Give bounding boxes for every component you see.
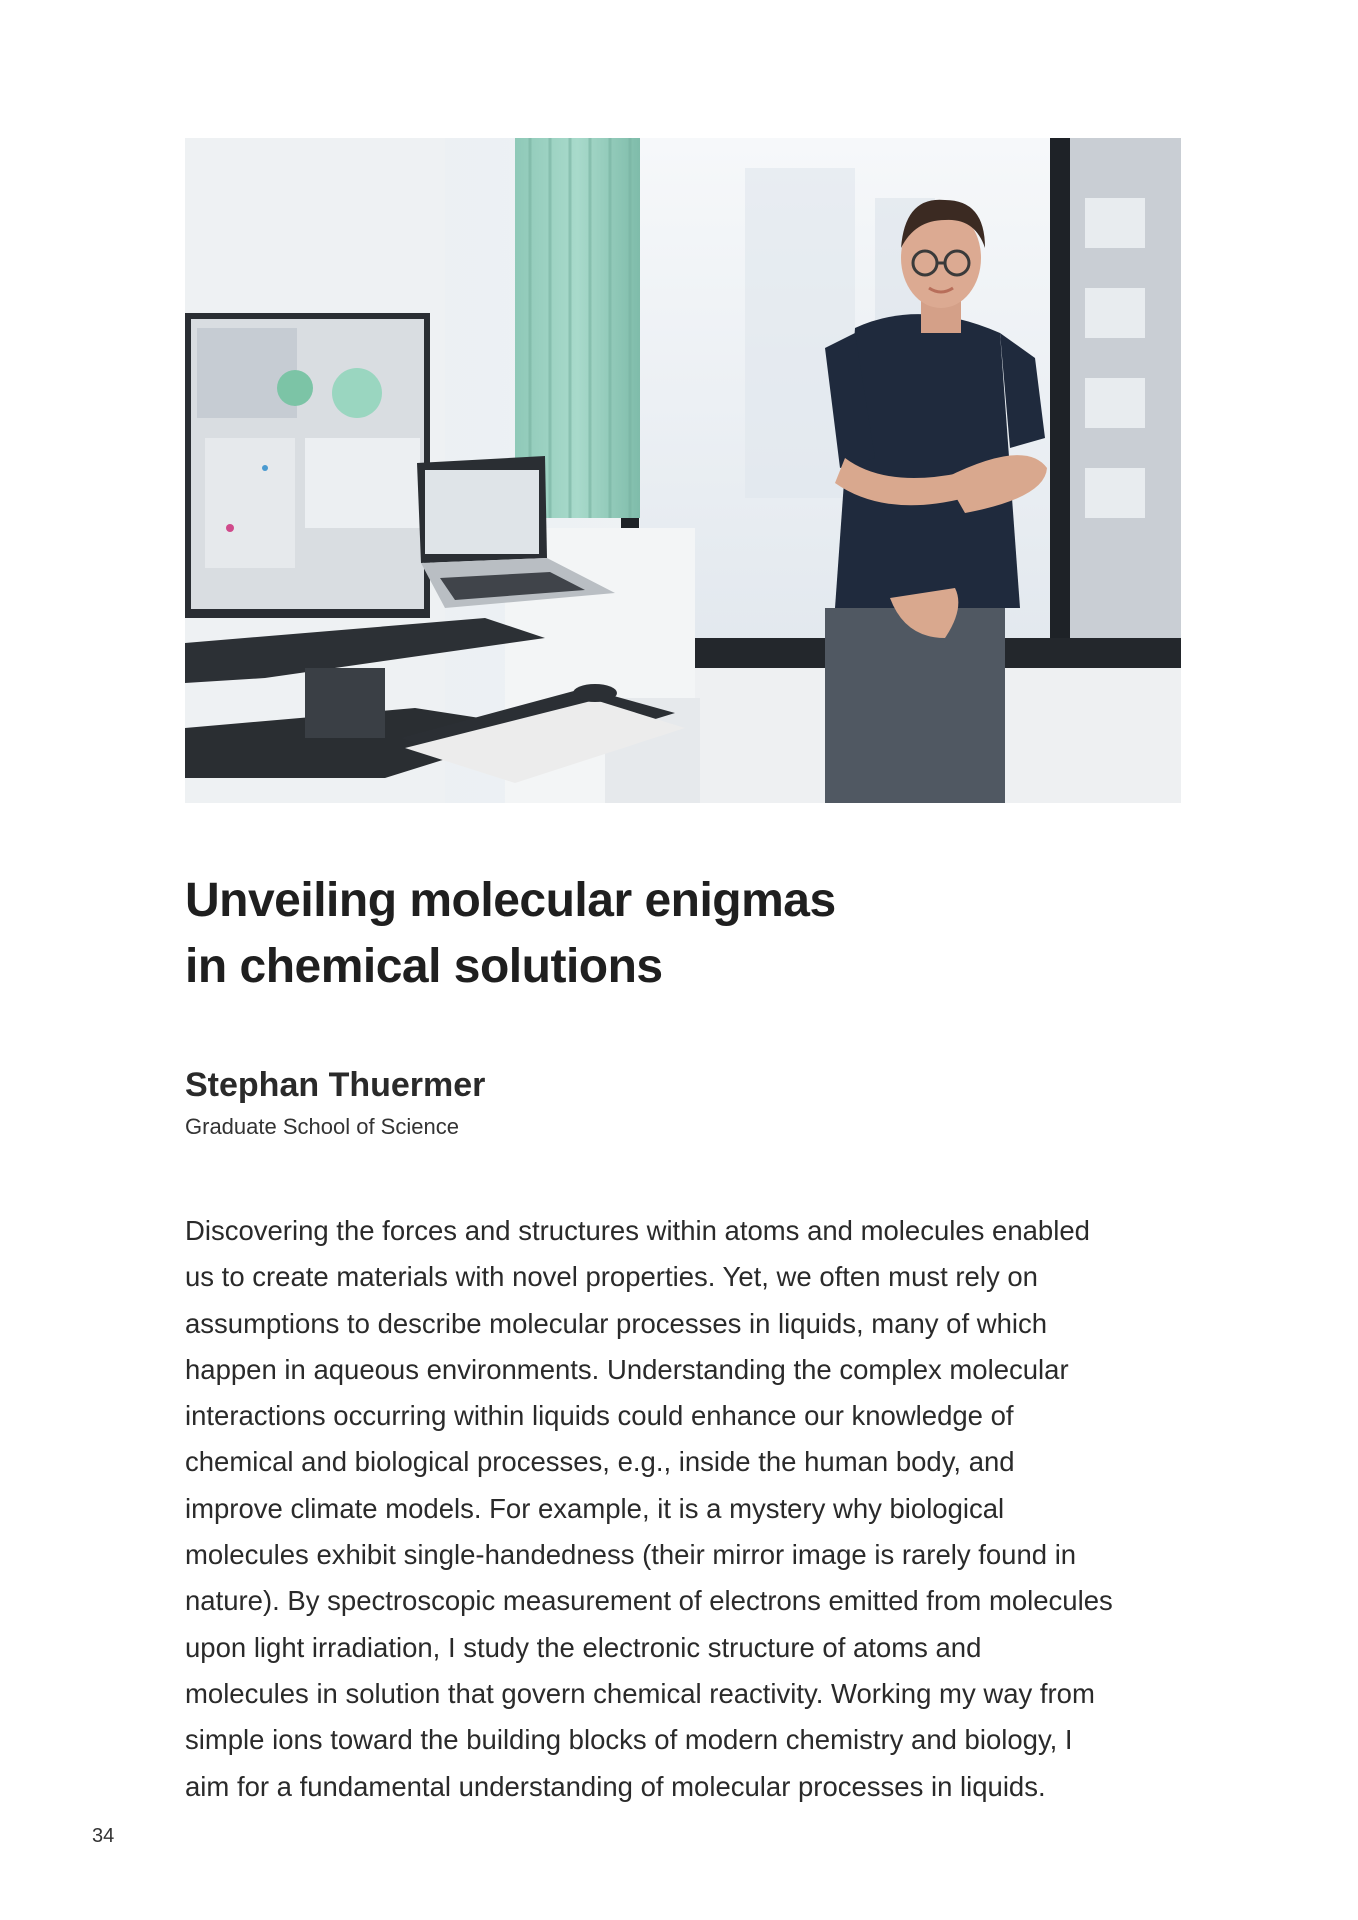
title-line: in chemical solutions [185, 940, 663, 993]
body-line: simple ions toward the building blocks of modern chemistry and biology, I [185, 1724, 1073, 1756]
body-line: assumptions to describe molecular processes in liquids, many of which [185, 1307, 1048, 1339]
portrait-photo [185, 138, 1181, 803]
article-title [185, 868, 1175, 1000]
body-line: improve climate models. For example, it is a mystery why biological [185, 1492, 1005, 1524]
body-line: molecules exhibit single-handedness (their mirror image is rarely found in [185, 1539, 1077, 1571]
page-number: 34 [92, 1825, 115, 1847]
title-line: Unveiling molecular enigmas [185, 874, 836, 927]
body-line: upon light irradiation, I study the electronic structure of atoms and [185, 1631, 982, 1663]
body-line: happen in aqueous environments. Understanding the complex molecular [185, 1353, 1069, 1385]
body-line: interactions occurring within liquids could enhance our knowledge of [185, 1400, 1014, 1432]
body-line: Discovering the forces and structures within atoms and molecules enabled [185, 1215, 1090, 1246]
author-name: Stephan Thuermer [185, 1066, 486, 1104]
author-affiliation: Graduate School of Science [185, 1114, 459, 1139]
body-line: aim for a fundamental understanding of molecular processes in liquids. [185, 1770, 1046, 1802]
body-line: chemical and biological processes, e.g., inside the human body, and [185, 1446, 1015, 1478]
body-line: us to create materials with novel properties. Yet, we often must rely on [185, 1261, 1038, 1293]
body-line: nature). By spectroscopic measurement of electrons emitted from molecules [185, 1585, 1113, 1617]
body-line: molecules in solution that govern chemical reactivity. Working my way from [185, 1677, 1095, 1709]
article-body [185, 1208, 1185, 1810]
